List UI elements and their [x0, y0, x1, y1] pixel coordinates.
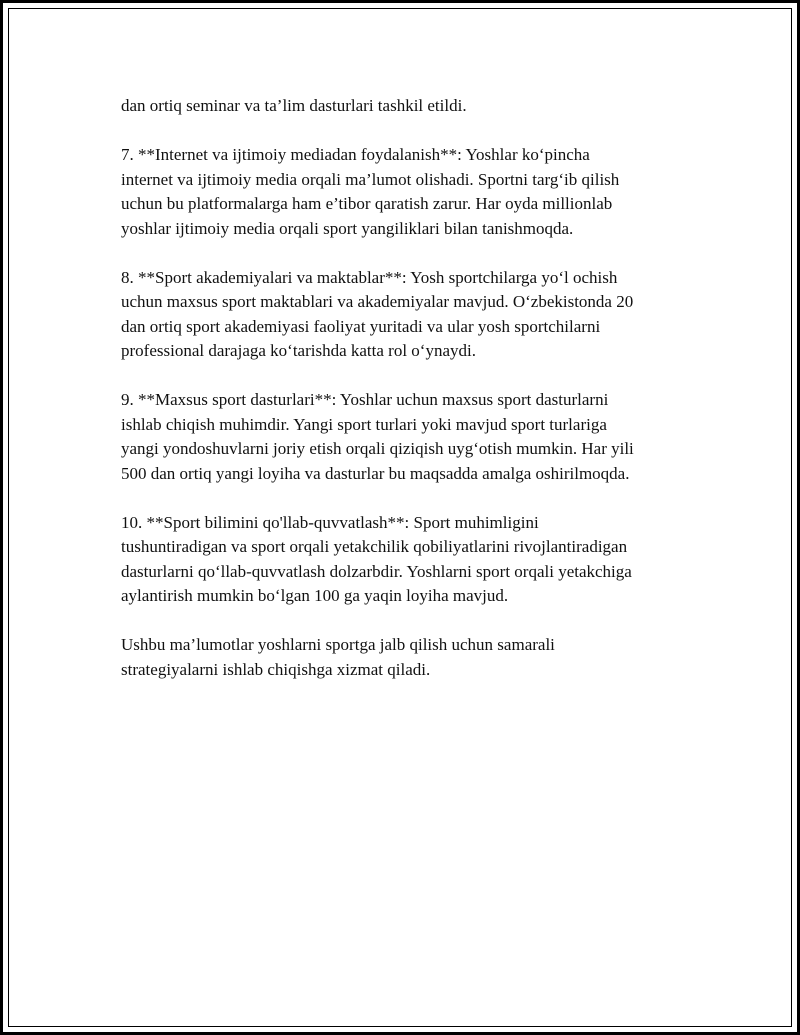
paragraph-item-7 [121, 143, 691, 241]
paragraph-item-8 [121, 266, 691, 364]
text-line: strategiyalarni ishlab chiqishga xizmat qiladi. [121, 659, 431, 679]
text-line: professional darajaga ko‘tarishda katta rol o‘ynaydi. [121, 341, 476, 360]
text-line: dasturlarni qo‘llab-quvvatlash dolzarbdir. Yoshlarni sport orqali yetakchiga [121, 561, 632, 581]
text-line: yangi yondoshuvlarni joriy etish orqali qiziqish uyg‘otish mumkin. Har yili [121, 439, 634, 458]
text-line: uchun bu platformalarga ham e’tibor qaratish zarur. Har oyda millionlab [121, 194, 613, 213]
text-line: 7. **Internet va ijtimoiy mediadan foydalanish**: Yoshlar ko‘pincha [121, 145, 590, 164]
text-line: yoshlar ijtimoiy media orqali sport yangiliklari bilan tanishmoqda. [121, 218, 574, 238]
text-line: uchun maxsus sport maktablari va akademiyalar mavjud. O‘zbekistonda 20 [121, 292, 634, 311]
paragraph-item-9 [121, 388, 691, 486]
text-line: 8. **Sport akademiyalari va maktablar**: Yosh sportchilarga yo‘l ochish [121, 267, 618, 287]
text-line: tushuntiradigan va sport orqali yetakchilik qobiliyatlarini rivojlantiradigan [121, 537, 628, 556]
text-line: 10. **Sport bilimini qo'llab-quvvatlash**: Sport muhimligini [121, 512, 539, 532]
text-line: aylantirish mumkin bo‘lgan 100 ga yaqin loyiha mavjud. [121, 586, 509, 605]
text-line: 9. **Maxsus sport dasturlari**: Yoshlar uchun maxsus sport dasturlarni [121, 390, 609, 409]
paragraph-item-10 [121, 511, 691, 609]
text-line: dan ortiq sport akademiyasi faoliyat yuritadi va ular yosh sportchilarni [121, 316, 601, 336]
document-body [121, 94, 691, 707]
paragraph-intro-continuation [121, 94, 691, 119]
paragraph-conclusion [121, 633, 691, 682]
text-line: 500 dan ortiq yangi loyiha va dasturlar bu maqsadda amalga oshirilmoqda. [121, 463, 630, 483]
text-line: Ushbu ma’lumotlar yoshlarni sportga jalb qilish uchun samarali [121, 635, 555, 654]
text-line: dan ortiq seminar va ta’lim dasturlari tashkil etildi. [121, 96, 467, 115]
text-line: ishlab chiqish muhimdir. Yangi sport turlari yoki mavjud sport turlariga [121, 414, 607, 434]
text-line: internet va ijtimoiy media orqali ma’lumot olishadi. Sportni targ‘ib qilish [121, 169, 620, 189]
